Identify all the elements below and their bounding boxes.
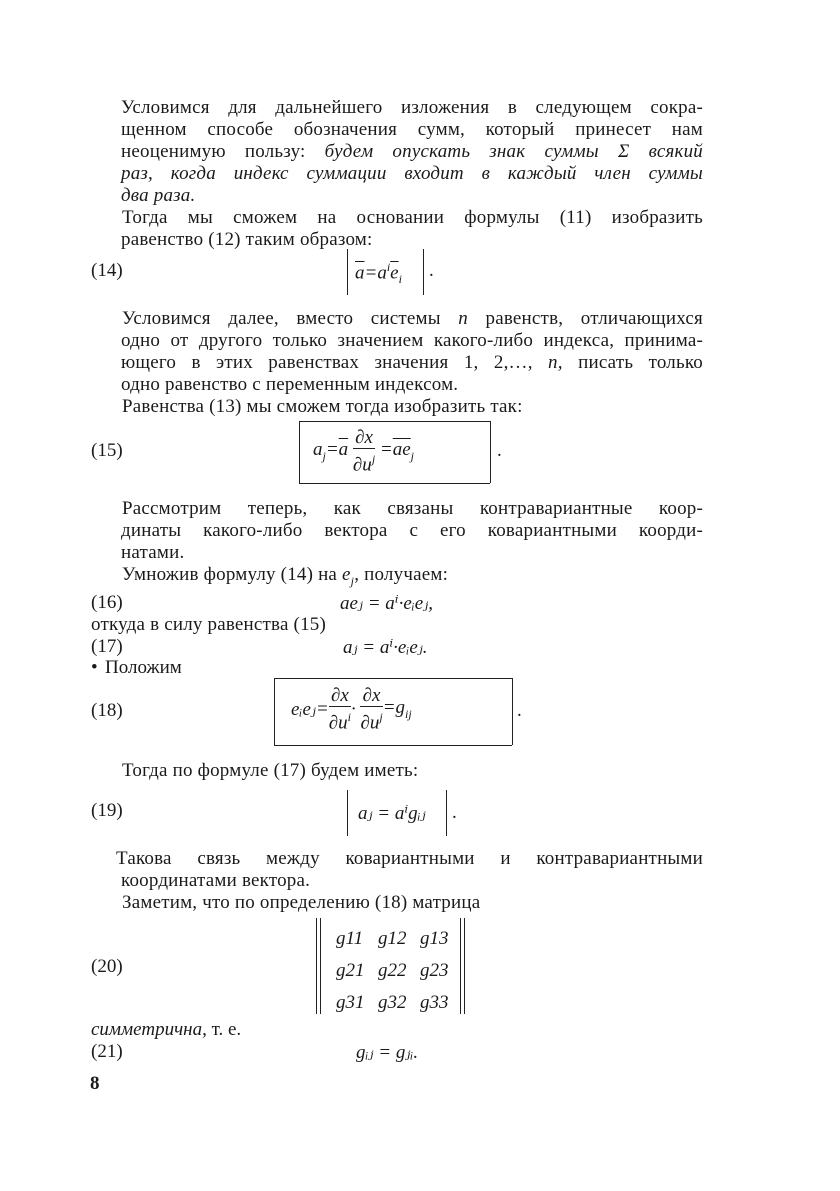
eq14-number: (14) xyxy=(91,260,123,281)
eq18-rhs: g xyxy=(395,697,406,719)
eq20-bar-right1 xyxy=(460,918,461,1014)
eq20-bar-left1 xyxy=(316,918,317,1014)
eq18-box-top xyxy=(274,678,512,679)
matrix-cell-31: g31 xyxy=(336,992,365,1013)
eq15-trail: . xyxy=(497,440,502,461)
paragraph1-line3 xyxy=(121,141,703,163)
paragraph2-line2: равенство (12) таким образом: xyxy=(121,229,373,250)
eq18-box-right xyxy=(512,678,513,745)
paragraph3-line3-a: ющего в этих равенствах значения 1, 2,…, xyxy=(121,352,549,373)
eq15-lhs-sub: j xyxy=(322,449,326,464)
paragraph6-line1-e: e xyxy=(342,564,351,585)
eq15-box-bottom xyxy=(299,483,490,484)
paragraph1-line1: Условимся для дальнейшего изложения в следующем сокра- xyxy=(121,97,703,118)
eq16-number: (16) xyxy=(91,592,123,613)
eq17-number: (17) xyxy=(91,636,123,657)
eq15-box-left xyxy=(299,421,300,483)
eq18-rhs-sub: ij xyxy=(405,707,412,722)
paragraph3-line1-n: n xyxy=(458,308,468,329)
eq18-fraction2 xyxy=(360,686,382,733)
eq19-formula: aⱼ = aⁱgᵢⱼ xyxy=(358,803,426,824)
eq18-num1: ∂x xyxy=(329,686,351,707)
paragraph6-line1 xyxy=(122,564,704,592)
paragraph5-line3: натами. xyxy=(121,542,185,563)
eq15-den-sup: j xyxy=(371,452,376,466)
matrix-cell-13: g13 xyxy=(420,928,449,949)
eq15-rhs: $\overline{ae}$ xyxy=(392,439,411,461)
paragraph1-line5: два раза. xyxy=(121,185,196,206)
eq15-number: (15) xyxy=(91,440,123,461)
matrix-cell-11: g11 xyxy=(336,928,364,949)
eq19-trail: . xyxy=(452,802,457,823)
paragraph7-line1: Тогда по формуле (17) будем иметь: xyxy=(122,760,419,781)
eq18-formula: eᵢeⱼ= $\frac{\partial x}{\partial u^i}$ · $\frac{\partial x}{\partial u^j}$ $=g_{ij}$ xyxy=(291,685,412,734)
eq14-formula: $\overline{a}=a^i\overline{e}_i$ xyxy=(355,260,402,287)
paragraph6-line1-b: , получаем: xyxy=(354,564,449,585)
text-polozhim: Положим xyxy=(105,657,182,678)
paragraph4-line1: Равенства (13) мы сможем тогда изобразить так: xyxy=(122,396,523,417)
eq18-lhs: eᵢeⱼ xyxy=(291,699,316,721)
paragraph6-line1-j: j xyxy=(350,573,355,588)
eq18-box-left xyxy=(274,678,275,745)
matrix-cell-12: g12 xyxy=(378,928,407,949)
paragraph1-line4: раз, когда индекс суммации входит в каждый член суммы xyxy=(121,163,703,184)
eq15-box-top xyxy=(299,421,490,422)
eq15-lhs: a xyxy=(313,439,323,461)
eq15-den: ∂u xyxy=(352,454,372,476)
eq16-formula: aeⱼ = aⁱ·eᵢeⱼ, xyxy=(340,593,433,614)
eq18-den2: ∂u xyxy=(360,712,380,734)
paragraph9-line1: Заметим, что по определению (18) матрица xyxy=(122,892,481,913)
page-number: 8 xyxy=(90,1073,100,1094)
paragraph3-line2: одно от другого только значением какого-либо индекса, принима- xyxy=(121,330,703,351)
eq20-number: (20) xyxy=(91,956,123,977)
eq18-trail: . xyxy=(517,700,522,721)
matrix-cell-33: g33 xyxy=(420,992,449,1013)
eq14-lhs: $\overline{a}$ xyxy=(355,262,365,284)
eq18-box-bottom xyxy=(274,745,512,746)
paragraph3-line4: одно равенство с переменным индексом. xyxy=(121,374,459,395)
paragraph3-line3-n: n, xyxy=(548,352,563,373)
eq15-formula: $a_j=\overline{a}$ $\frac{\partial x}{\partial u^j}$ $=\overline{ae}_j$ xyxy=(313,427,415,476)
matrix-cell-32: g32 xyxy=(378,992,407,1013)
paragraph3-line1-a: Условимся далее, вместо системы xyxy=(122,308,459,329)
text-symm-italic: симметрична, xyxy=(91,1019,207,1040)
paragraph5-line1: Рассмотрим теперь, как связаны контравариантные коор- xyxy=(122,498,703,519)
paragraph3-line3-b: писать только xyxy=(562,352,703,373)
eq18-den1: ∂u xyxy=(328,712,348,734)
eq19-number: (19) xyxy=(91,800,123,821)
paragraph8-line1: Такова связь между ковариантными и контравариантными xyxy=(116,848,703,869)
eq18-number: (18) xyxy=(91,700,123,721)
paragraph3-line1 xyxy=(122,308,703,330)
eq21-number: (21) xyxy=(91,1041,123,1062)
eq18-den1-sup: i xyxy=(347,710,351,724)
eq14-trail: . xyxy=(429,260,434,281)
eq15-box-right xyxy=(490,421,491,483)
paragraph1-line2: щенном способе обозначения сумм, который принесет нам xyxy=(121,119,703,140)
text-after16: откуда в силу равенства (15) xyxy=(91,614,327,635)
eq18-den2-sup: j xyxy=(379,710,383,724)
eq19-box-left xyxy=(347,790,348,836)
eq20-bar-right2 xyxy=(464,918,465,1014)
paragraph1-line3-plain: неоценимую пользу: xyxy=(121,141,325,162)
eq20-bar-left2 xyxy=(320,918,321,1014)
matrix-cell-22: g22 xyxy=(378,960,407,981)
bullet: • xyxy=(91,657,98,678)
paragraph1-line3-italic: будем опускать знак суммы Σ всякий xyxy=(324,141,703,162)
eq15-num: ∂x xyxy=(355,427,373,448)
paragraph5-line2: динаты какого-либо вектора с его ковариантными коорди- xyxy=(121,520,703,541)
eq15-fraction xyxy=(353,428,375,475)
eq21-formula: gᵢⱼ = gⱼᵢ. xyxy=(356,1042,419,1063)
paragraph8-line2: координатами вектора. xyxy=(121,870,311,891)
text-symmetric xyxy=(91,1019,241,1041)
paragraph6-line1-a: Умножив формулу (14) на xyxy=(122,564,343,585)
matrix-cell-23: g23 xyxy=(420,960,449,981)
eq14-e: $\overline{e}$ xyxy=(390,262,399,284)
matrix-cell-21: g21 xyxy=(336,960,365,981)
eq19-box-right xyxy=(446,790,447,836)
eq18-num2: ∂x xyxy=(360,686,382,707)
eq14-box-left xyxy=(347,249,348,295)
eq17-formula: aⱼ = aⁱ·eᵢeⱼ. xyxy=(343,637,428,658)
paragraph3-line3 xyxy=(121,352,703,374)
paragraph3-line1-b: равенств, отличающихся xyxy=(467,308,703,329)
paragraph2-line1: Тогда мы сможем на основании формулы (11) изобразить xyxy=(122,207,703,228)
eq18-fraction1 xyxy=(329,686,351,733)
eq14-box-right xyxy=(423,249,424,295)
text-symm-plain: т. е. xyxy=(206,1019,242,1040)
